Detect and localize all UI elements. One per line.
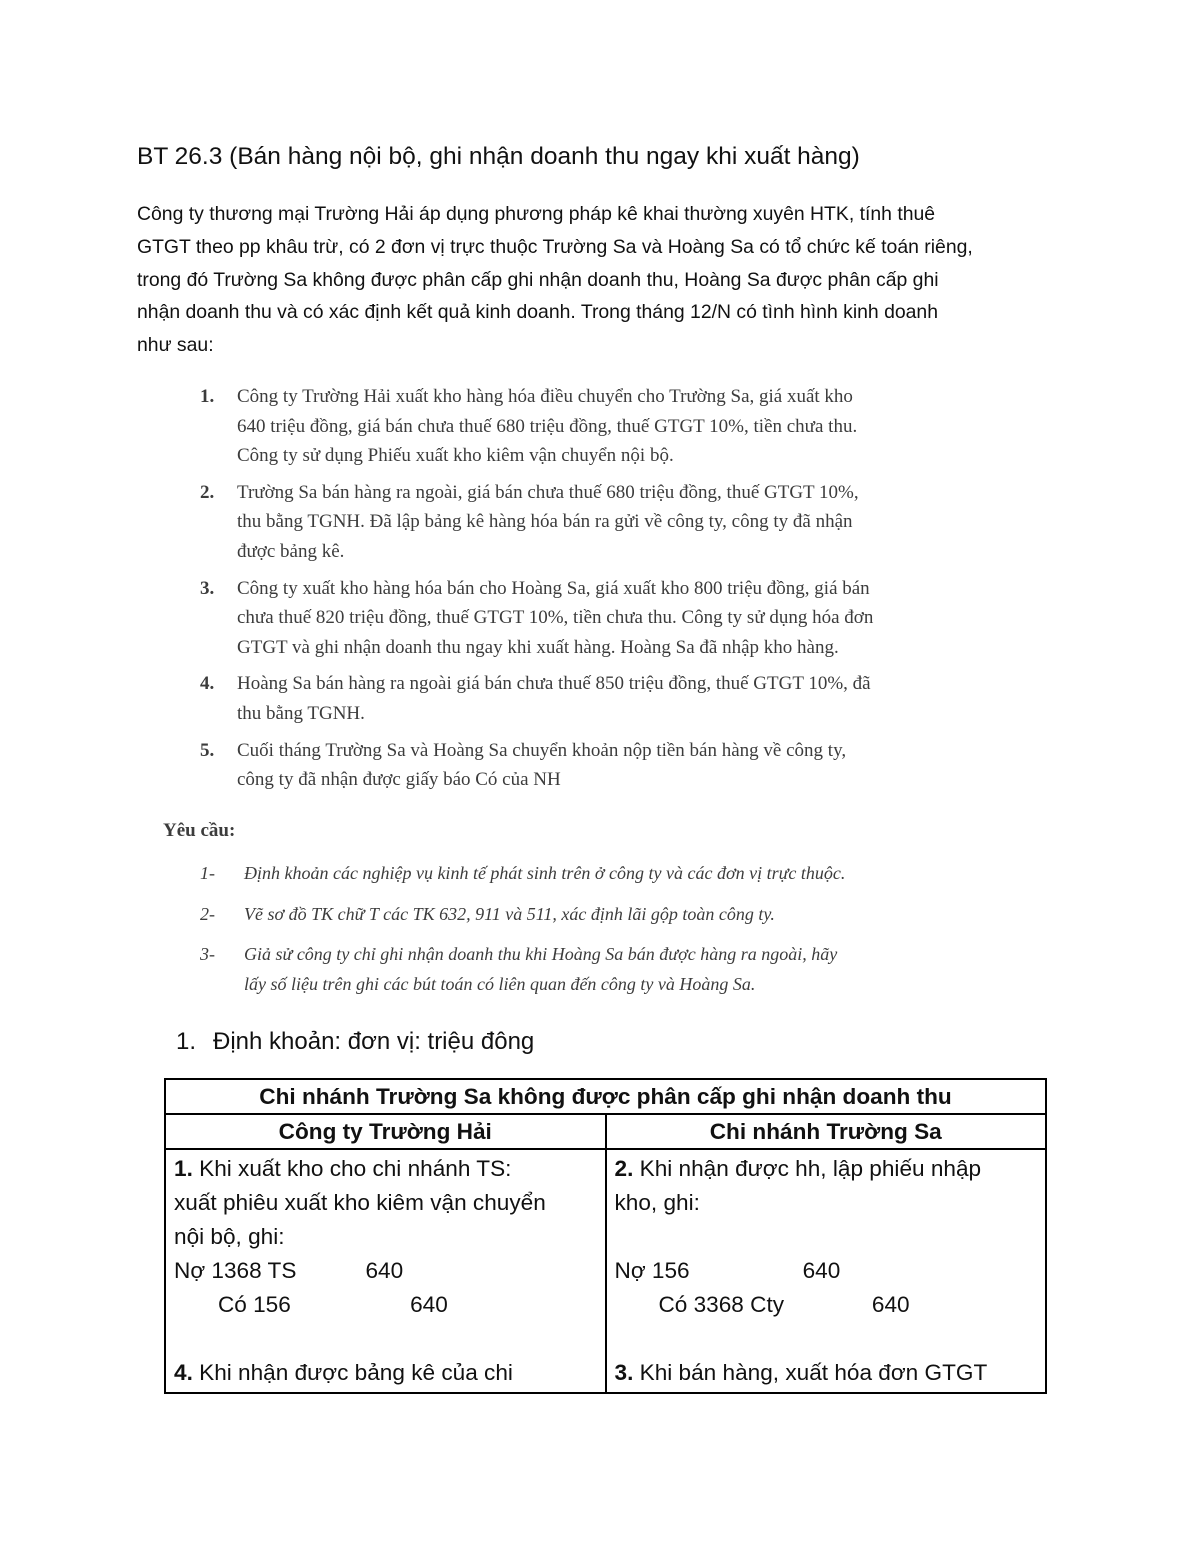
credit-line: Có 3368 Cty 640 [614,1292,910,1317]
entry-heading [615,1356,1038,1390]
requirement-line: Định khoản các nghiệp vụ kinh tế phát sinh trên ở công ty và các đơn vị trực thuộc. [244,863,846,883]
section-heading [176,1028,534,1056]
task-line: Công ty sử dụng Phiếu xuất kho kiêm vận chuyển nội bộ. [237,445,674,467]
task-line: GTGT và ghi nhận doanh thu ngay khi xuất hàng. Hoàng Sa đã nhập kho hàng. [237,636,839,658]
branch-entries-cell [606,1149,1047,1393]
task-line: công ty đã nhận được giấy báo Có của NH [237,769,561,791]
table-header-row [165,1114,1046,1149]
entry-text-line: xuất phiêu xuất kho kiêm vận chuyển [174,1190,546,1215]
task-line: Công ty xuất kho hàng hóa bán cho Hoàng Sa, giá xuất kho 800 triệu đồng, giá bán [237,577,870,599]
section-number: 1. [176,1028,197,1055]
task-line: thu bằng TGNH. Đã lập bảng kê hàng hóa bán ra gửi về công ty, công ty đã nhận [237,511,853,533]
requirement-item [200,940,1020,999]
task-line: chưa thuế 820 triệu đồng, thuế GTGT 10%, tiền chưa thu. Công ty sử dụng hóa đơn [237,607,874,629]
entry-number: 1. [174,1156,193,1181]
intro-line: Công ty thương mại Trường Hải áp dụng phương pháp kê khai thường xuyên HTK, tính thuê [137,203,936,225]
table-row [165,1149,1046,1393]
task-line: được bảng kê. [237,540,345,562]
requirement-item [200,859,1020,889]
requirement-number: 3- [200,944,215,965]
task-line: Công ty Trường Hải xuất kho hàng hóa điều chuyển cho Trường Sa, giá xuất kho [237,386,853,407]
table-caption-row [165,1079,1046,1114]
requirement-line: Vẽ sơ đồ TK chữ T các TK 632, 911 và 511, xác định lãi gộp toàn công ty. [244,903,775,924]
task-item [200,382,1020,471]
blank-line [174,1322,597,1356]
requirements-list [200,859,1020,999]
debit-line: Nợ 1368 TS 640 [174,1258,404,1283]
debit-line: Nợ 156 640 [614,1258,841,1283]
entry-number: 4. [174,1360,193,1385]
intro-line: trong đó Trường Sa không được phân cấp ghi nhận doanh thu, Hoàng Sa được phân cấp ghi [137,268,939,291]
section-label: Định khoản: đơn vị: triệu đông [213,1028,535,1055]
requirements-heading: Yêu cầu: [163,820,236,841]
company-entries-cell [165,1149,606,1393]
task-number: 1. [200,386,215,407]
requirement-line: Giả sử công ty chỉ ghi nhận doanh thu khi Hoàng Sa bán được hàng ra ngoài, hãy [244,944,838,965]
requirement-number: 2- [200,903,215,924]
intro-line: như sau: [137,334,214,357]
entry-heading [615,1152,1038,1186]
intro-line: nhận doanh thu và có xác định kết quả kinh doanh. Trong tháng 12/N có tình hình kinh doanh [137,301,938,324]
task-line: Hoàng Sa bán hàng ra ngoài giá bán chưa thuế 850 triệu đồng, thuế GTGT 10%, đã [237,673,871,695]
column-header-company: Công ty Trường Hải [165,1114,606,1149]
task-item [200,574,1020,663]
task-number: 2. [200,481,215,503]
task-line: Trường Sa bán hàng ra ngoài, giá bán chưa thuế 680 triệu đồng, thuế GTGT 10%, [237,481,859,503]
entry-heading [174,1152,597,1186]
task-item [200,478,1020,567]
requirement-item [200,900,1020,930]
task-line: 640 triệu đồng, giá bán chưa thuế 680 triệu đồng, thuế GTGT 10%, tiền chưa thu. [237,415,858,437]
journal-entries-table [164,1078,1047,1394]
task-line: thu bằng TGNH. [237,702,365,724]
entry-text-line: nội bộ, ghi: [174,1224,285,1249]
entry-text: Khi bán hàng, xuất hóa đơn GTGT [633,1360,988,1385]
credit-line: Có 156 640 [174,1292,448,1317]
entry-text: Khi nhận được bảng kê của chi [192,1360,513,1385]
task-number: 5. [200,739,215,761]
column-header-branch: Chi nhánh Trường Sa [606,1114,1047,1149]
intro-paragraph [137,198,1057,362]
blank-line [615,1220,1038,1254]
requirement-number: 1- [200,863,215,883]
entry-text: Khi nhận được hh, lập phiếu nhập [633,1156,982,1181]
entry-text: Khi xuất kho cho chi nhánh TS: [192,1156,512,1181]
entry-text-line: kho, ghi: [614,1190,700,1215]
intro-line: GTGT theo pp khâu trừ, có 2 đơn vị trực thuộc Trường Sa và Hoàng Sa có tổ chức kế toán riêng, [137,235,973,258]
task-number: 3. [200,577,215,599]
entry-number: 3. [614,1360,634,1385]
exercise-title: BT 26.3 (Bán hàng nội bộ, ghi nhận doanh thu ngay khi xuất hàng) [137,143,860,170]
task-item [200,736,1020,795]
blank-line [615,1322,1038,1356]
entry-number: 2. [614,1156,634,1181]
task-line: Cuối tháng Trường Sa và Hoàng Sa chuyển khoản nộp tiền bán hàng về công ty, [237,739,847,761]
task-number: 4. [200,673,215,695]
table-caption: Chi nhánh Trường Sa không được phân cấp ghi nhận doanh thu [165,1079,1046,1114]
task-item [200,669,1020,728]
task-list [200,382,1020,795]
requirement-line: lấy số liệu trên ghi các bút toán có liên quan đến công ty và Hoàng Sa. [244,973,756,994]
entry-heading [174,1356,597,1390]
